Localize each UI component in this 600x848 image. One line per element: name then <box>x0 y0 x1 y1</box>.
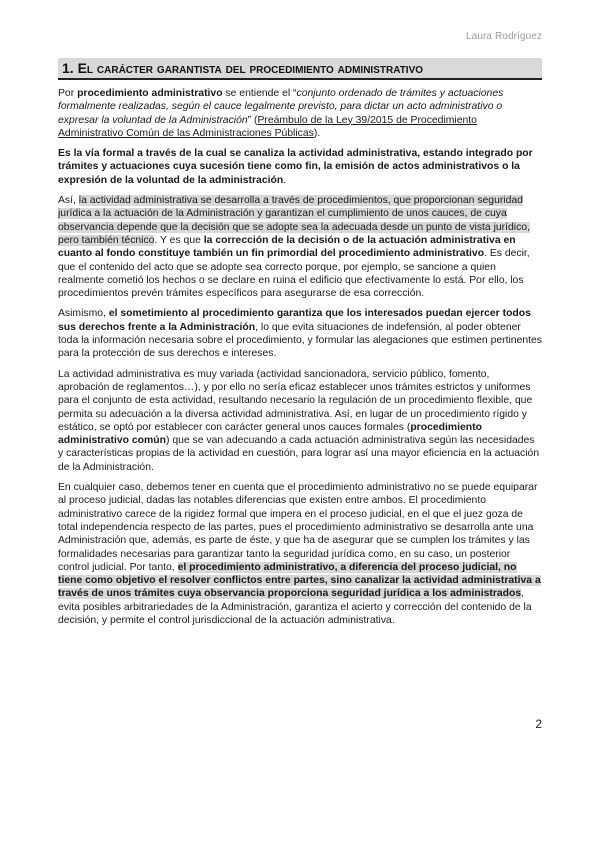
law-reference: Preámbulo de la Ley 39/2015 de Procedimiento Administrativo Común de las Administraciones Públicas <box>58 114 477 139</box>
text-run: . <box>283 174 287 186</box>
bold-term: procedimiento administrativo <box>77 88 223 99</box>
text-run: Asimismo, <box>58 308 109 320</box>
section-number: 1. <box>62 60 74 76</box>
bold-statement: Es la vía formal a través de la cual se canaliza la actividad administrativa, estando integrado por trámites y actuaciones cuya sucesión tiene como fin, la emisión de actos administrativos o la expresión de la voluntad de la administración <box>58 148 533 186</box>
paragraph-5 <box>58 368 542 474</box>
paragraph-1 <box>58 87 542 140</box>
author-name: Laura Rodríguez <box>466 31 542 42</box>
section-heading <box>62 58 542 78</box>
section-title: El carácter garantista del procedimiento administrativo <box>77 60 424 76</box>
text-run: , lo que evita situaciones de indefensión, al poder obtener toda la información necesaria sobre el procedimiento, y formular las alegaciones que estimen pertinentes para la protección de sus derechos e intereses. <box>58 321 543 360</box>
text-run: La actividad administrativa es muy variada (actividad sancionadora, servicio público, fomento, aprobación de reglamentos…), y por ello no sería eficaz establecer unos trámites estrictos y uniformes para el conjunto de esta actividad, resultando necesario la regulación de un procedimiento flexible, que permita su adecuación a la diversa actividad administrativa. Así, en lugar de un procedimiento rígido y estático, se optó por establecer con carácter general unos cauces formales ( <box>58 368 533 433</box>
section-title-bar <box>58 58 542 80</box>
text-run: . Es decir, que el contenido del acto que se adopte sea correcto porque, por ejemplo, se sancione a quien realmente cometió los hechos o se declare en ruina el edificio que efectivamente lo está. Por ello, los procedimientos prevén trámites específicos para asegurarse de esa corrección. <box>58 248 530 300</box>
paragraph-2 <box>58 147 542 187</box>
document-body <box>58 87 542 634</box>
paragraph-4 <box>58 307 542 360</box>
page-number: 2 <box>535 717 542 731</box>
text-run: , evita posibles arbitrariedades de la Administración, garantiza el acierto y corrección del contenido de la decisión, y permite el control jurisdiccional de la actuación administrativa. <box>58 588 532 626</box>
text-run: Así, <box>58 195 79 207</box>
highlighted-text: la actividad administrativa se desarrolla a través de procedimientos, que proporcionan seguridad jurídica a la actuación de la Administración y garantizan el cumplimiento de unos cauces, de cuya observancia depende que la decisión que se adopte sea la adecuada desde un punto de vista jurídico, pero también técnico <box>58 195 530 246</box>
paragraph-6 <box>58 481 542 627</box>
bold-term: procedimiento administrativo común <box>58 421 482 447</box>
text-run: En cualquier caso, debemos tener en cuenta que el procedimiento administrativo no se puede equiparar al proceso judicial, dadas las notables diferencias que existen entre ambos. El procedimiento administrativo carece de la rigidez formal que impera en el proceso judicial, en el que el juez goza de total independencia respecto de las partes, pues el procedimiento administrativo se desarrolla ante una Administración que, además, es parte de éste, y que ha de asegurar que se cumplen los trámites y las formalidades necesarias para garantizar tanto la seguridad jurídica como, en su caso, un posterior control judicial. Por tanto, <box>58 482 538 573</box>
text-run: Por <box>58 88 78 99</box>
bold-statement: el sometimiento al procedimiento garantiza que los interesados puedan ejercer todos sus derechos frente a la Administración <box>58 308 531 333</box>
bold-statement: la corrección de la decisión o de la actuación administrativa en cuanto al fondo constituye también un fin primordial del procedimiento administrativo <box>58 234 516 260</box>
text-run: . Y es que <box>154 234 204 246</box>
text-run: ). <box>313 127 321 139</box>
text-run: se entiende el “ <box>222 88 297 99</box>
highlighted-bold-statement: el procedimiento administrativo, a diferencia del proceso judicial, no tiene como objetivo el resolver conflictos entre partes, sino canalizar la actividad administrativa a través de unos trámites cuya observancia proporciona seguridad jurídica a los administrados <box>58 561 541 600</box>
quoted-definition: conjunto ordenado de trámites y actuaciones formalmente realizadas, según el cauce legalmente previsto, para dictar un acto administrativo o expresar la voluntad de la Administración <box>58 88 504 126</box>
text-run: ) que se van adecuando a cada actuación administrativa según las necesidades y características propias de la actividad en cuestión, para lograr así una mayor eficiencia en la actuación de la Administración. <box>58 435 540 473</box>
paragraph-3 <box>58 194 542 300</box>
text-run: ” ( <box>247 114 258 126</box>
